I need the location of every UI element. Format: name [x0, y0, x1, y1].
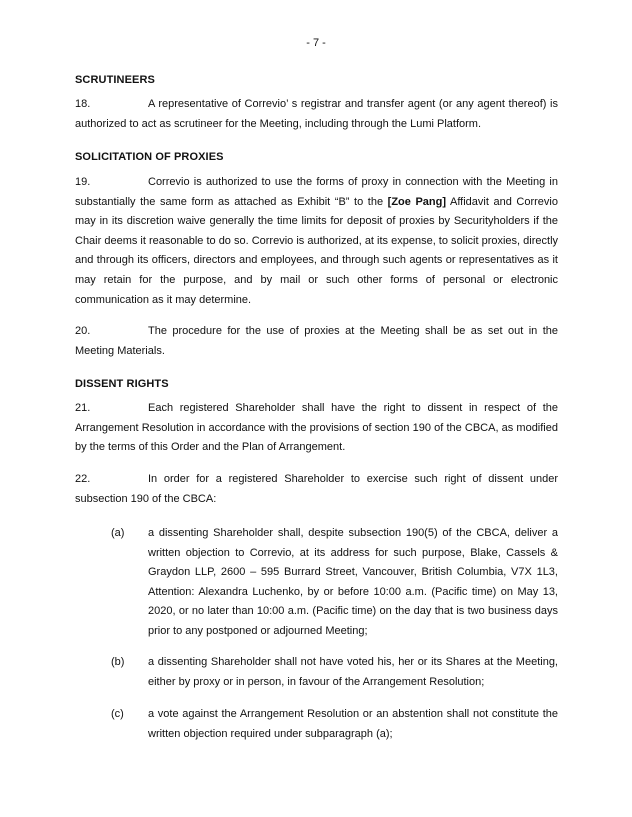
paragraph-text: In order for a registered Shareholder to exercise such right of dissent under subsection 190 of the CBCA: [75, 473, 558, 505]
subparagraph-label: (b) [111, 656, 125, 668]
subparagraph-text: a vote against the Arrangement Resolution or an abstention shall not constitute the written objection required under subparagraph (a); [148, 708, 558, 740]
paragraph-number: 20. [75, 325, 91, 337]
subparagraph-b [111, 653, 558, 692]
subparagraph-text: a dissenting Shareholder shall, despite subsection 190(5) of the CBCA, deliver a written objection to Correvio, at its address for such purpose, Blake, Cassels & Graydon LLP, 2600 – 595 Burrard Street, Vancouver, British Columbia, V7X 1L3, Attention: Alexandra Luchenko, by or before 10:00 a.m. (Pacific time) on May 13, 2020, or no later than 10:00 a.m. (Pacific time) on the day that is two business days prior to any postponed or adjourned Meeting; [148, 527, 558, 637]
paragraph-21 [75, 399, 558, 458]
subparagraph-label: (c) [111, 708, 124, 720]
subparagraph-a [111, 524, 558, 642]
paragraph-text: Each registered Shareholder shall have the right to dissent in respect of the Arrangement Resolution in accordance with the provisions of section 190 of the CBCA, as modified by the terms of this Order and the Plan of Arrangement. [75, 402, 558, 454]
paragraph-number: 19. [75, 176, 91, 188]
paragraph-text: Affidavit and Correvio may in its discretion waive generally the time limits for deposit of proxies by Securityholders if the Chair deems it reasonable to do so. Correvio is authorized, at its expense, to solicit proxies, directly and through its officers, directors and employees, and through such agents or representatives as it may retain for the purpose, and by mail or such other forms of personal or electronic communication as it may determine. [75, 195, 559, 306]
subparagraph-label: (a) [111, 527, 125, 539]
paragraph-number: 18. [75, 98, 91, 110]
paragraph-18 [75, 95, 558, 134]
paragraph-20 [75, 322, 558, 361]
paragraph-number: 22. [75, 473, 91, 485]
paragraph-22 [75, 470, 558, 509]
paragraph-text: A representative of Correvio’ s registrar and transfer agent (or any agent thereof) is authorized to act as scrutineer for the Meeting, including through the Lumi Platform. [75, 98, 558, 130]
heading-solicitation-of-proxies: SOLICITATION OF PROXIES [75, 151, 224, 163]
paragraph-text: Correvio is authorized to use the forms of proxy in connection with the Meeting in substantially the same form as attached as Exhibit “B” to the [75, 176, 558, 208]
subparagraph-text: a dissenting Shareholder shall not have voted his, her or its Shares at the Meeting, either by proxy or in person, in favour of the Arrangement Resolution; [148, 656, 558, 688]
paragraph-19 [75, 173, 558, 310]
paragraph-text: The procedure for the use of proxies at the Meeting shall be as set out in the Meeting Materials. [75, 325, 558, 357]
page-number: - 7 - [306, 37, 326, 49]
heading-dissent-rights: DISSENT RIGHTS [75, 378, 169, 390]
bracketed-name: [Zoe Pang] [387, 195, 447, 208]
paragraph-number: 21. [75, 402, 91, 414]
subparagraph-c [111, 705, 558, 744]
heading-scrutineers: SCRUTINEERS [75, 74, 155, 86]
